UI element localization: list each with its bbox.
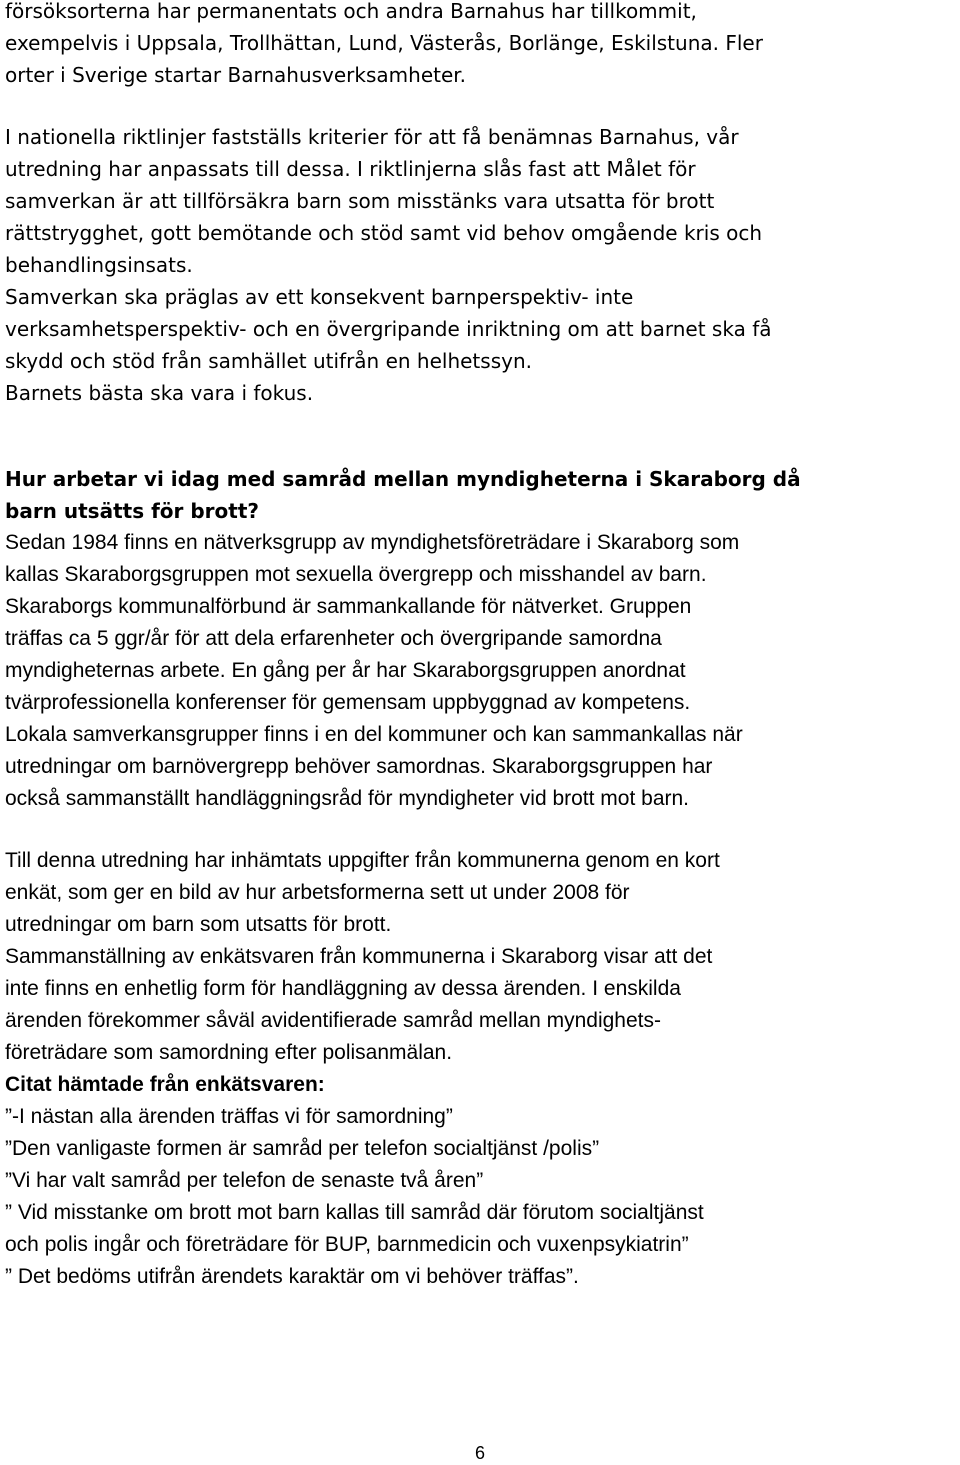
text-line: utredningar om barnövergrepp behöver samordnas. Skaraborgsgruppen har xyxy=(5,755,713,778)
text-line: Sedan 1984 finns en nätverksgrupp av myndighetsföreträdare i Skaraborg som xyxy=(5,531,740,554)
document-page xyxy=(5,0,955,1293)
text-line: inte finns en enhetlig form för handläggning av dessa ärenden. I enskilda xyxy=(5,977,681,1000)
text-line: ärenden förekommer såväl avidentifierade samråd mellan myndighets- xyxy=(5,1009,661,1032)
text-line: Till denna utredning har inhämtats uppgifter från kommunerna genom en kort xyxy=(5,849,720,872)
paragraph-survey xyxy=(5,845,955,1069)
paragraph-skaraborgsgruppen xyxy=(5,527,955,815)
quotes-section xyxy=(5,1069,955,1293)
paragraph-spacer xyxy=(5,409,955,463)
heading-line: barn utsätts för brott? xyxy=(5,499,259,523)
quote-line: och polis ingår och företrädare för BUP, barnmedicin och vuxenpsykiatrin” xyxy=(5,1233,689,1256)
text-line: samverkan är att tillförsäkra barn som misstänks vara utsatta för brott xyxy=(5,189,715,213)
heading-line: Hur arbetar vi idag med samråd mellan myndigheterna i Skaraborg då xyxy=(5,467,801,491)
quote-line: ”Vi har valt samråd per telefon de senaste två åren” xyxy=(5,1169,484,1192)
paragraph-national-guidelines xyxy=(5,121,955,409)
text-line: enkät, som ger en bild av hur arbetsformerna sett ut under 2008 för xyxy=(5,881,630,904)
text-line: Samverkan ska präglas av ett konsekvent barnperspektiv- inte xyxy=(5,285,634,309)
text-line: rättstrygghet, gott bemötande och stöd samt vid behov omgående kris och xyxy=(5,221,763,245)
text-line: Sammanställning av enkätsvaren från kommunerna i Skaraborg visar att det xyxy=(5,945,713,968)
text-line: kallas Skaraborgsgruppen mot sexuella övergrepp och misshandel av barn. xyxy=(5,563,707,586)
text-line: myndigheternas arbete. En gång per år har Skaraborgsgruppen anordnat xyxy=(5,659,686,682)
quote-line: ”-I nästan alla ärenden träffas vi för samordning” xyxy=(5,1105,453,1128)
quotes-heading: Citat hämtade från enkätsvaren: xyxy=(5,1073,325,1096)
quote-line: ”Den vanligaste formen är samråd per telefon socialtjänst /polis” xyxy=(5,1137,600,1160)
text-line: behandlingsinsats. xyxy=(5,253,193,277)
text-line: träffas ca 5 ggr/år för att dela erfarenheter och övergripande samordna xyxy=(5,627,662,650)
paragraph-spacer xyxy=(5,91,955,121)
text-line: utredning har anpassats till dessa. I riktlinjerna slås fast att Målet för xyxy=(5,157,696,181)
text-line: Lokala samverkansgrupper finns i en del kommuner och kan sammankallas när xyxy=(5,723,743,746)
text-line: skydd och stöd från samhället utifrån en helhetssyn. xyxy=(5,349,532,373)
quote-line: ” Det bedöms utifrån ärendets karaktär om vi behöver träffas”. xyxy=(5,1265,579,1288)
text-line: orter i Sverige startar Barnahusverksamheter. xyxy=(5,63,467,87)
text-line: tvärprofessionella konferenser för gemensam uppbyggnad av kompetens. xyxy=(5,691,691,714)
quote-line: ” Vid misstanke om brott mot barn kallas till samråd där förutom socialtjänst xyxy=(5,1201,704,1224)
paragraph-barnahus-locations xyxy=(5,0,955,91)
text-line: utredningar om barn som utsatts för brott. xyxy=(5,913,392,936)
text-line: verksamhetsperspektiv- och en övergripande inriktning om att barnet ska få xyxy=(5,317,772,341)
text-line: exempelvis i Uppsala, Trollhättan, Lund, Västerås, Borlänge, Eskilstuna. Fler xyxy=(5,31,763,55)
text-line: Skaraborgs kommunalförbund är sammankallande för nätverket. Gruppen xyxy=(5,595,692,618)
text-line: företrädare som samordning efter polisanmälan. xyxy=(5,1041,453,1064)
section-heading xyxy=(5,463,955,527)
text-line: också sammanställt handläggningsråd för myndigheter vid brott mot barn. xyxy=(5,787,690,810)
text-line: försöksorterna har permanentats och andra Barnahus har tillkommit, xyxy=(5,0,697,23)
paragraph-spacer xyxy=(5,815,955,845)
text-line: Barnets bästa ska vara i fokus. xyxy=(5,381,314,405)
page-number: 6 xyxy=(474,1443,485,1463)
text-line: I nationella riktlinjer fastställs kriterier för att få benämnas Barnahus, vår xyxy=(5,125,739,149)
